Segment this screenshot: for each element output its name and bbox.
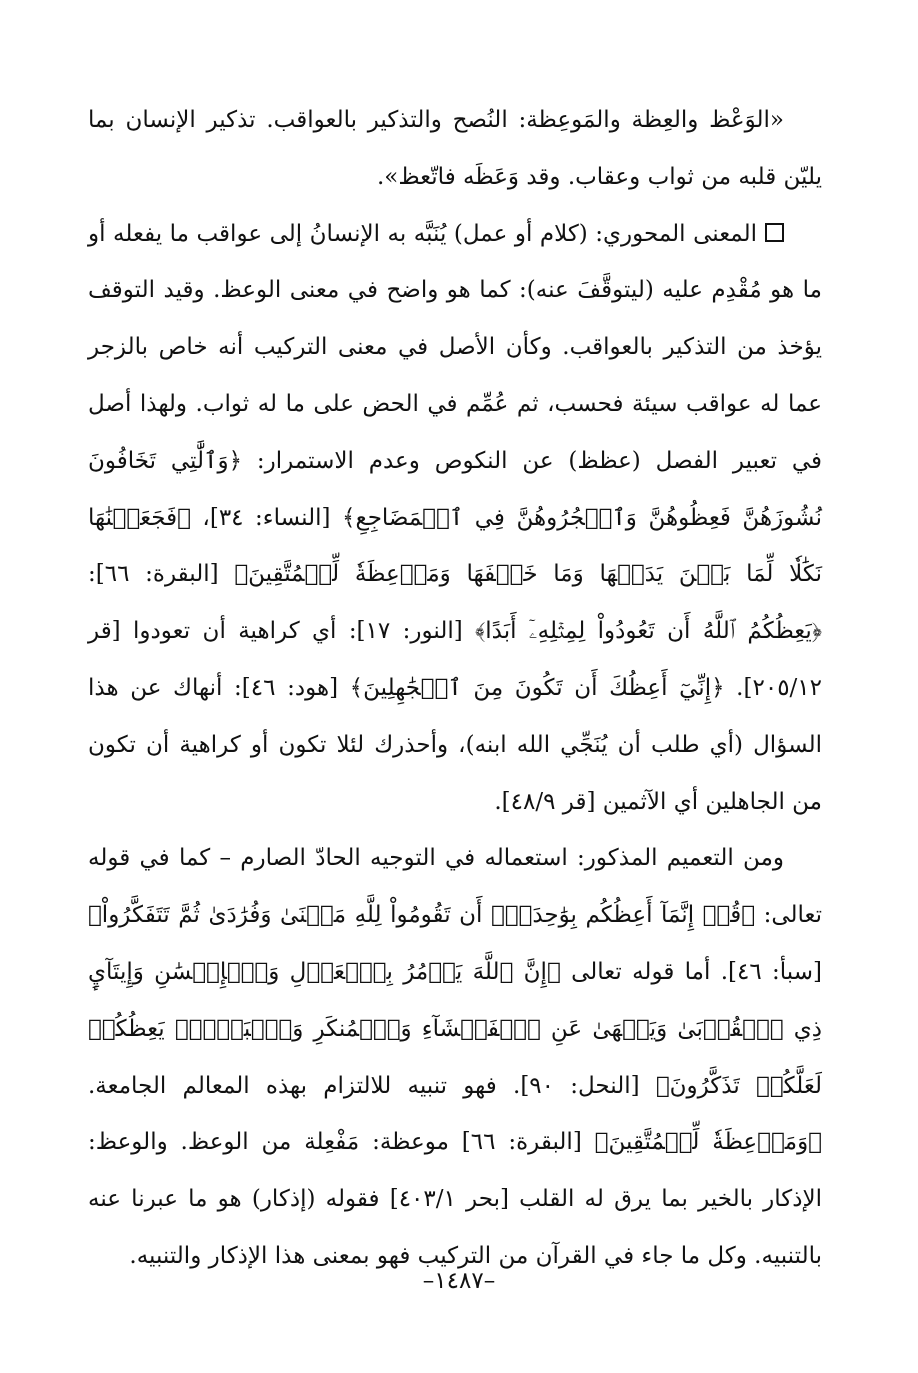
definition-paragraph: «الوَعْظ والعِظة والمَوعِظة: النُصح والتذكير بالعواقب. تذكير الإنسان بما يليّن قلبه من ثواب وعقاب. وقد وَعَظَه فاتّعظ».	[88, 107, 822, 190]
body-text	[88, 92, 822, 1285]
core-meaning-paragraph	[88, 206, 822, 831]
page-number: –١٤٨٧–	[422, 1268, 496, 1294]
box-bullet-icon	[765, 223, 784, 242]
generalization-paragraph: ومن التعميم المذكور: استعماله في التوجيه الحادّ الصارم – كما في قوله تعالى: ﴿قُلۡ إِنَّمَآ أَعِظُكُم بِوَٰحِدَةٍۖ أَن تَقُومُواْ لِلَّهِ مَثۡنَىٰ وَفُرَٰدَىٰ ثُمَّ تَتَفَكَّرُواْ﴾ [سبأ: ٤٦]. أما قوله تعالى ﴿إِنَّ ٱللَّهَ يَأۡمُرُ بِٱلۡعَدۡلِ وَٱلۡإِحۡسَٰنِ وَإِيتَآيِٕ ذِي ٱلۡقُرۡبَىٰ وَيَنۡهَىٰ عَنِ ٱلۡفَحۡشَآءِ وَٱلۡمُنكَرِ وَٱلۡبَغۡيِۚ يَعِظُكُمۡ لَعَلَّكُمۡ تَذَكَّرُونَ﴾ [النحل: ٩٠]. فهو تنبيه للالتزام بهذه المعالم الجامعة. ﴿وَمَوۡعِظَةٗ لِّلۡمُتَّقِينَ﴾ [البقرة: ٦٦] موعظة: مَفْعِلة من الوعظ. والوعظ: الإذكار بالخير بما يرق له القلب [بحر ٤٠٣/١] فقوله (إذكار) هو ما عبرنا عنه بالتنبيه. وكل ما جاء في القرآن من التركيب فهو بمعنى هذا الإذكار والتنبيه.	[88, 845, 822, 1269]
core-meaning-text: المعنى المحوري: (كلام أو عمل) يُنَبَّه به الإنسانُ إلى عواقب ما يفعله أو ما هو مُقْدِم عليه (ليتوقَّفَ عنه): كما هو واضح في معنى الوعظ. وقيد التوقف يؤخذ من التذكير بالعواقب. وكأن الأصل في معنى التركيب أنه خاص بالزجر عما له عواقب سيئة فحسب، ثم عُمِّم في الحض على ما له ثواب. ولهذا أصل في تعبير الفصل (عظظ) عن النكوص وعدم الاستمرار: ﴿وَٱلَّٰتِي تَخَافُونَ نُشُوزَهُنَّ فَعِظُوهُنَّ وَٱهۡجُرُوهُنَّ فِي ٱلۡمَضَاجِعِ﴾ [النساء: ٣٤]، ﴿فَجَعَلۡنَٰهَا نَكَٰلٗا لِّمَا بَيۡنَ يَدَيۡهَا وَمَا خَلۡفَهَا وَمَوۡعِظَةٗ لِّلۡمُتَّقِينَ﴾ [البقرة: ٦٦]: ﴿يَعِظُكُمُ ٱللَّهُ أَن تَعُودُواْ لِمِثۡلِهِۦٓ أَبَدًا﴾ [النور: ١٧]: أي كراهية أن تعودوا [قر ٢٠٥/١٢]. ﴿إِنِّيٓ أَعِظُكَ أَن تَكُونَ مِنَ ٱلۡجَٰهِلِينَ﴾ [هود: ٤٦]: أنهاك عن هذا السؤال (أي طلب أن يُنَجِّي الله ابنه)، وأحذرك لئلا تكون أو كراهية أن تكون من الجاهلين أي الآثمين [قر ٤٨/٩].	[88, 220, 823, 815]
